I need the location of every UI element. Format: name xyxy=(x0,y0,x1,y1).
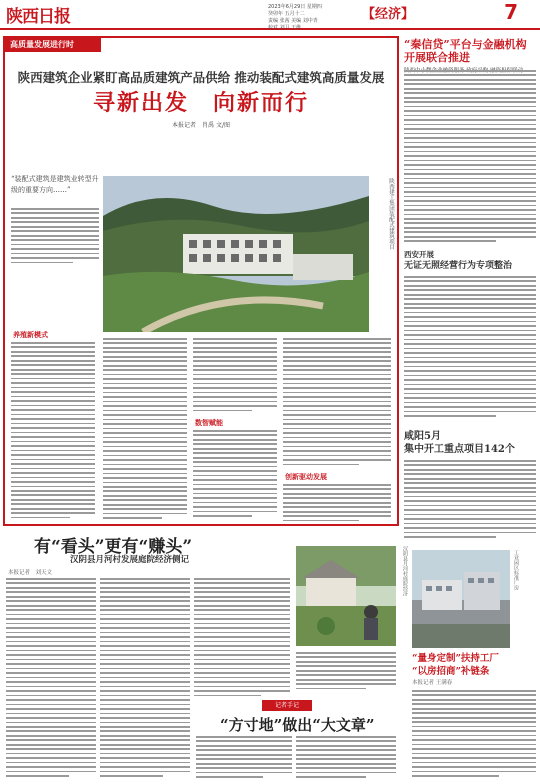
right-4-title: “量身定制”扶持工厂 xyxy=(412,653,499,664)
story-2-col-4 xyxy=(296,652,396,696)
right-article-2 xyxy=(404,250,536,273)
feature-col-2 xyxy=(103,338,187,524)
right-1-title-2: 开展联合推进 xyxy=(404,51,470,64)
right-article-4 xyxy=(412,652,540,686)
feature-title: 陕西建筑企业紧盯高品质建筑产品供给 推动装配式建筑高质量发展 xyxy=(17,70,385,85)
feature-col-4 xyxy=(283,338,391,468)
story-3-col-2 xyxy=(296,736,396,782)
right-3-title: 咸阳5月 xyxy=(404,431,441,442)
feature-photo xyxy=(103,176,369,332)
story-3-title: “方寸地”做出“大文章” xyxy=(220,716,375,734)
right-1-body xyxy=(404,70,536,246)
story-2-col-2 xyxy=(100,578,190,782)
right-4-body xyxy=(412,690,536,782)
story-2-byline: 本报记者 刘天文 xyxy=(8,570,53,576)
lead-text xyxy=(11,208,99,268)
right-4-title-2: “以房招商”补链条 xyxy=(412,666,490,677)
building-landscape-image xyxy=(103,176,369,332)
story-2-col-3 xyxy=(194,578,290,702)
subhead-1: 养殖新模式 xyxy=(13,331,48,339)
story-2-photo xyxy=(296,546,396,646)
feature-article xyxy=(3,36,399,526)
right-4-byline: 本报记者 王满春 xyxy=(412,680,453,686)
newspaper-logo: 陕西日报 xyxy=(6,7,70,27)
factory-image xyxy=(412,550,510,648)
feature-col-1 xyxy=(11,342,95,524)
right-3-body xyxy=(404,460,536,542)
feature-byline: 本报记者 肖禹 文/图 xyxy=(172,122,230,129)
right-1-title: “秦信贷”平台与金融机构 xyxy=(404,38,527,51)
feature-lead: “装配式建筑是建筑业转型升级的重要方向……” xyxy=(11,175,99,194)
story-3-col-1 xyxy=(196,736,292,782)
feature-col-3b xyxy=(193,430,277,524)
feature-col-3a xyxy=(193,338,277,414)
right-2-kicker: 西安开展 xyxy=(404,250,434,259)
story-2-col-1 xyxy=(6,578,96,782)
story-2-photo-caption: 汉阴县月河村庭院经济 xyxy=(402,546,408,596)
story-2-subtitle: 汉阴县月河村发展庭院经济侧记 xyxy=(70,555,190,565)
right-2-title: 无证无照经营行为专项整治 xyxy=(404,261,513,271)
subhead-3: 创新驱动发展 xyxy=(285,473,327,481)
issue-info: 2023年6月29日 星期四 癸卯年 五月十二 责编 张茜 美编 刘中青 校对 刘卫 王维 xyxy=(268,4,322,31)
masthead xyxy=(0,0,540,30)
right-2-body xyxy=(404,276,536,422)
photo-caption: 陕西建工集团装配式建筑项目 xyxy=(388,178,394,250)
column-tag: 高质量发展进行时 xyxy=(5,38,101,52)
column-tag-2: 记者手记 xyxy=(262,700,312,711)
section-label: 【经济】 xyxy=(362,7,415,22)
feature-headline: 寻新出发 向新而行 xyxy=(92,90,309,116)
village-courtyard-image xyxy=(296,546,396,646)
right-article-3 xyxy=(404,430,536,456)
feature-col-4b xyxy=(283,484,391,524)
page-number: 7 xyxy=(504,0,518,24)
right-3-title-2: 集中开工重点项目142个 xyxy=(404,444,515,455)
subhead-2: 数智赋能 xyxy=(195,419,223,427)
factory-photo-caption: 工业园区标准厂房 xyxy=(513,550,519,590)
factory-photo xyxy=(412,550,510,648)
story-2-title: 有“看头”更有“赚头” xyxy=(34,537,193,557)
